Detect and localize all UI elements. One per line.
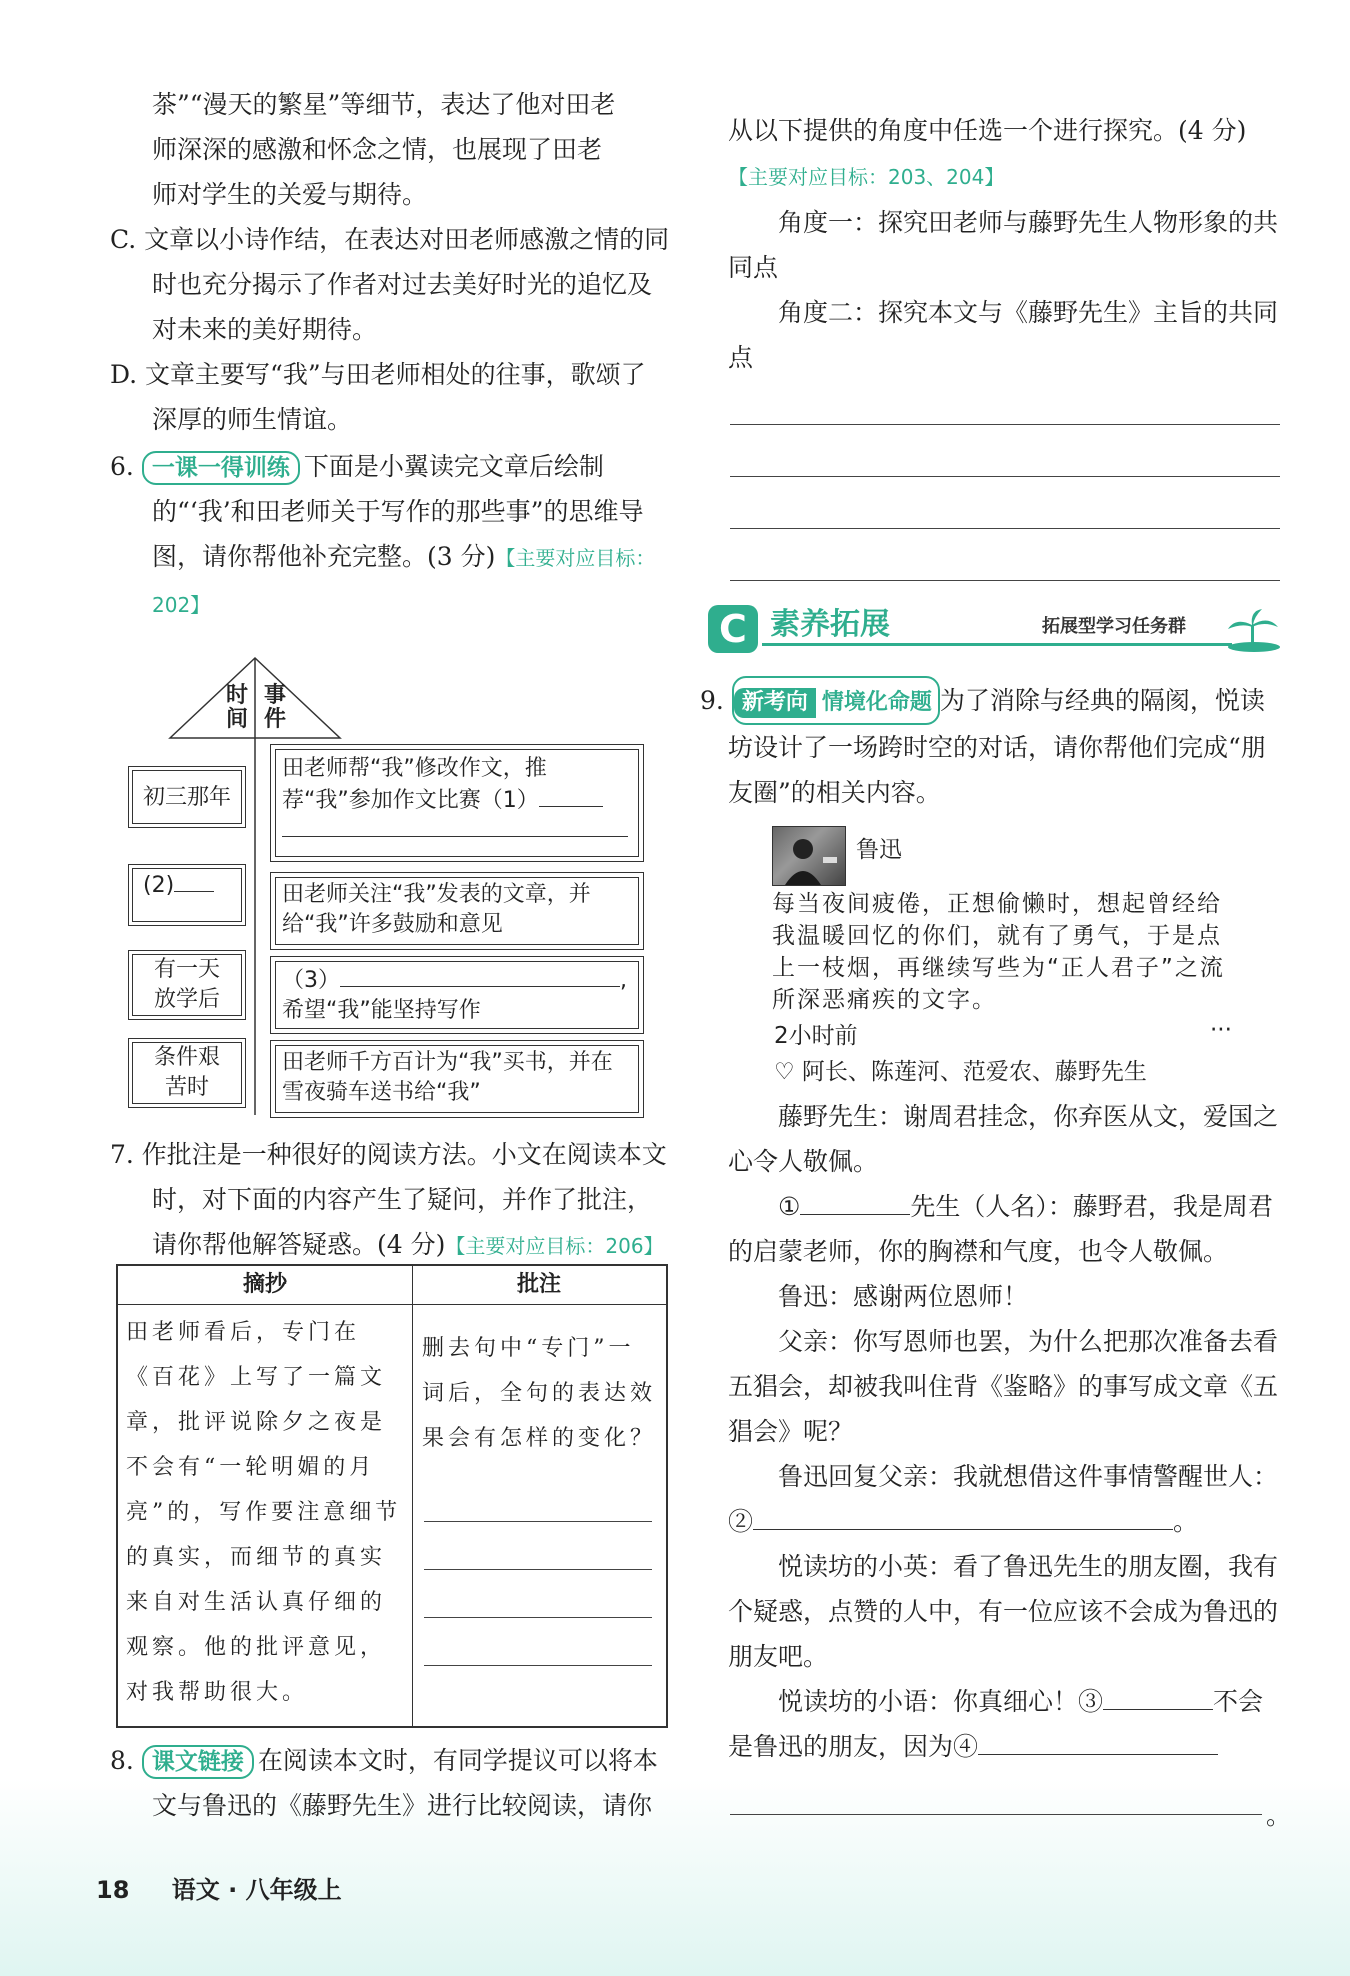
- final-period: 。: [1266, 1801, 1292, 1830]
- answer-blank-1b[interactable]: [282, 816, 628, 837]
- table-annotation: 删去句中“专门”一词后，全句的表达效果会有怎样的变化？: [422, 1336, 657, 1451]
- answer-line-q8-1[interactable]: [730, 424, 1280, 425]
- table-header-annotation: 批注: [412, 1266, 666, 1305]
- answer-blank-c1[interactable]: [800, 1184, 910, 1215]
- q8-target: 【主要对应目标：203、204】: [728, 165, 1005, 189]
- book-title: 语文 · 八年级上: [171, 1876, 342, 1904]
- q9-tag: 新考向 情境化命题: [732, 676, 940, 725]
- answer-line-t1[interactable]: [424, 1521, 652, 1522]
- q6-text: 下面是小翼读完文章后绘制的“‘我’和田老师关于写作的那些事”的思维导图，请你帮他补充完整。(3 分): [152, 452, 644, 571]
- event-box-3: （3） , 希望“我”能坚持写作: [270, 956, 644, 1034]
- answer-blank-c2[interactable]: [753, 1499, 1173, 1530]
- avatar-photo: [772, 826, 846, 886]
- q7-text: 7. 作批注是一种很好的阅读方法。小文在阅读本文时，对下面的内容产生了疑问，并作了批注，请你帮他解答疑惑。(4 分): [110, 1140, 667, 1259]
- comment-1: 藤野先生：谢周君挂念，你弃医从文，爱国之心令人敬佩。: [728, 1102, 1279, 1176]
- comments: [728, 1094, 1280, 1769]
- post-author: 鲁迅: [856, 837, 902, 863]
- section-header: [706, 603, 1284, 655]
- option-d: D. 文章主要写“我”与田老师相处的往事，歌颂了深厚的师生情谊。: [110, 360, 646, 434]
- time-2-label: (2): [143, 873, 175, 898]
- palm-tree-decoration: [1228, 609, 1280, 652]
- q8-text: 在阅读本文时，有同学提议可以将本文与鲁迅的《藤野先生》进行比较阅读，请你: [152, 1746, 658, 1820]
- table-divider: [412, 1266, 413, 1726]
- time-box-2: [128, 864, 246, 926]
- answer-blank-3[interactable]: [340, 964, 620, 987]
- comment-2: ① 先生（人名）：藤野君，我是周君的启蒙老师，你的胸襟和气度，也令人敬佩。: [728, 1184, 1280, 1274]
- question-9: [700, 676, 1280, 815]
- q6-target: 【主要对应目标：202】: [152, 546, 656, 617]
- page-number: 18: [96, 1876, 130, 1904]
- answer-blank-c3[interactable]: [1103, 1679, 1213, 1710]
- post-more-icon[interactable]: ···: [1210, 1017, 1232, 1043]
- q8-continuation: 从以下提供的角度中任选一个进行探究。(4 分): [728, 116, 1247, 145]
- right-column-top: [728, 108, 1280, 380]
- section-title: 素养拓展: [770, 607, 890, 642]
- time-box-1: 初三那年: [128, 766, 246, 828]
- option-c: C. 文章以小诗作结，在表达对田老师感激之情的同时也充分揭示了作者对过去美好时光的追忆及对未来的美好期待。: [110, 225, 670, 344]
- answer-line-q8-2[interactable]: [730, 476, 1280, 477]
- question-6: [110, 444, 670, 628]
- angle-1: 角度一：探究田老师与藤野先生人物形象的共同点: [728, 208, 1279, 282]
- likes-list: ♡ 阿长、陈莲河、范爱农、藤野先生: [774, 1059, 1147, 1085]
- answer-blank-2b[interactable]: [143, 901, 229, 922]
- event-3-label: （3）: [282, 968, 340, 993]
- time-box-3: 有一天放学后: [128, 950, 246, 1020]
- annotation-table: [116, 1264, 668, 1728]
- event-box-1: [270, 744, 644, 862]
- time-box-4: 条件艰苦时: [128, 1038, 246, 1108]
- answer-line-q8-4[interactable]: [730, 580, 1280, 581]
- event-1-text: 田老师帮“我”修改作文，推荐“我”参加作文比赛（1）: [282, 756, 547, 813]
- answer-blank-2[interactable]: [174, 869, 214, 892]
- comment-4: 父亲：你写恩师也罢，为什么把那次准备去看五猖会，却被我叫住背《鉴略》的事写成文章《五猖会》呢？: [728, 1327, 1279, 1446]
- left-column: [110, 82, 670, 628]
- roof-label-event: 事件: [263, 683, 286, 732]
- q9-number: 9.: [700, 686, 724, 715]
- answer-line-t2[interactable]: [424, 1569, 652, 1570]
- answer-blank-c4[interactable]: [978, 1724, 1218, 1755]
- post-time: 2小时前: [774, 1023, 858, 1049]
- question-7: [110, 1132, 670, 1269]
- comment-5: 鲁迅回复父亲：我就想借这件事情警醒世人：② 。: [728, 1462, 1279, 1536]
- option-b-continuation: 茶”“漫天的繁星”等细节，表达了他对田老 师深深的感激和怀念之情，也展现了田老 师对学生的关爱与期待。: [152, 90, 616, 209]
- q8-tag: 课文链接: [142, 1745, 254, 1779]
- section-subtitle: 拓展型学习任务群: [1042, 616, 1186, 637]
- comment-3: 鲁迅：感谢两位恩师！: [778, 1282, 1029, 1311]
- q6-tag: 一课一得训练: [142, 451, 300, 485]
- answer-line-t3[interactable]: [424, 1617, 652, 1618]
- answer-line-q8-3[interactable]: [730, 528, 1280, 529]
- event-box-4: 田老师千方百计为“我”买书，并在雪夜骑车送书给“我”: [270, 1040, 644, 1118]
- q9-text: 为了消除与经典的隔阂，悦读坊设计了一场跨时空的对话，请你帮他们完成“朋友圈”的相关内容。: [728, 686, 1266, 807]
- page-footer: [96, 1870, 342, 1905]
- event-box-2: 田老师关注“我”发表的文章，并给“我”许多鼓励和意见: [270, 872, 644, 950]
- q7-target: 【主要对应目标：206】: [445, 1234, 664, 1258]
- post-body: 每当夜间疲倦，正想偷懒时，想起曾经给我温暖回忆的你们，就有了勇气，于是点上一枝烟，再继续写些为“正人君子”之流所深恶痛疾的文字。: [772, 891, 1225, 1013]
- event-3-text: 希望“我”能坚持写作: [282, 998, 481, 1023]
- roof-label-time: 时间: [225, 683, 248, 732]
- question-8: [110, 1738, 670, 1828]
- comment-7: 悦读坊的小语：你真细心！③ 不会是鲁迅的朋友，因为④: [728, 1679, 1280, 1769]
- answer-line-t4[interactable]: [424, 1665, 652, 1666]
- q6-number: 6.: [110, 452, 134, 481]
- q8-number: 8.: [110, 1746, 134, 1775]
- comment-6: 悦读坊的小英：看了鲁迅先生的朋友圈，我有个疑惑，点赞的人中，有一位应该不会成为鲁迅的朋友吧。: [728, 1552, 1279, 1671]
- section-letter: C: [719, 607, 747, 651]
- table-header-excerpt: 摘抄: [118, 1266, 412, 1305]
- mind-map: [130, 650, 650, 1120]
- answer-blank-1[interactable]: [539, 784, 603, 807]
- angle-2: 角度二：探究本文与《藤野先生》主旨的共同点: [728, 298, 1279, 372]
- table-excerpt: 田老师看后，专门在《百花》上写了一篇文章，批评说除夕之夜是不会有“一轮明媚的月亮”的，写作要注意细节的真实，而细节的真实来自对生活认真仔细的观察。他的批评意见，对我帮助很大。: [126, 1320, 402, 1705]
- answer-line-c4b[interactable]: [730, 1814, 1262, 1815]
